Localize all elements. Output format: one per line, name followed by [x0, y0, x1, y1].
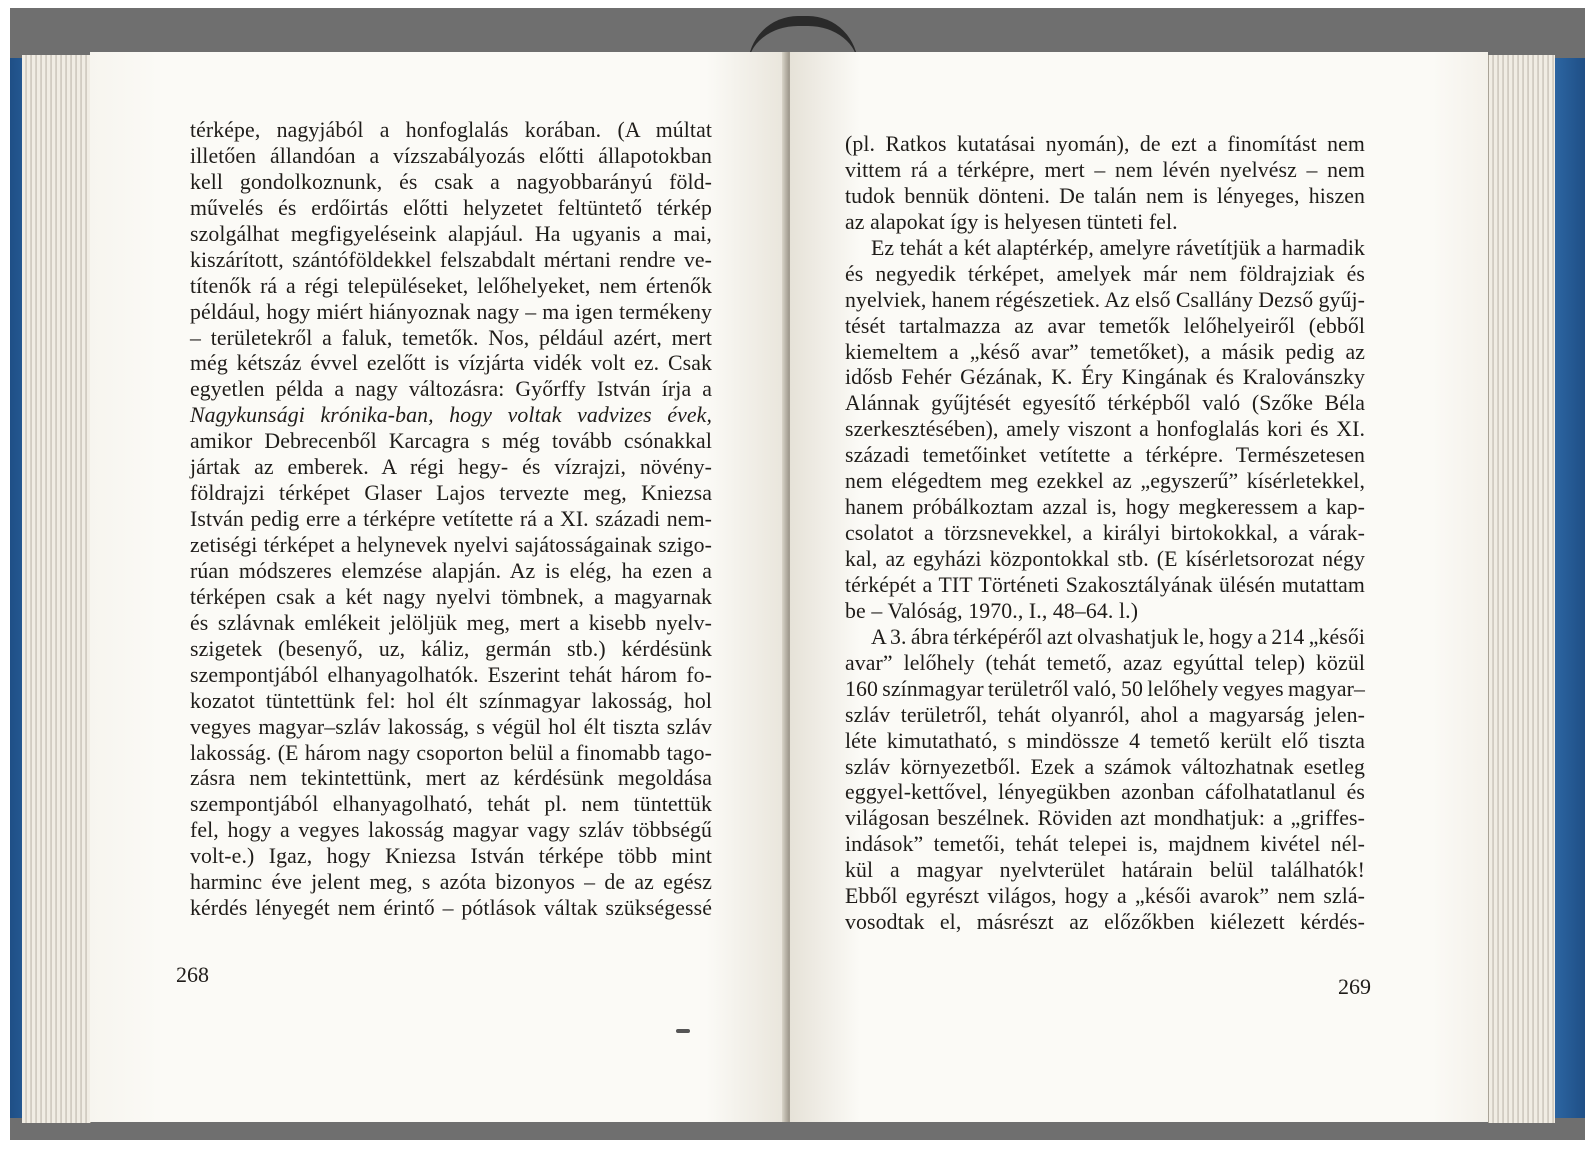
text-line: Nagykunsági krónika-ban, hogy voltak vadvizes évek, [190, 403, 712, 428]
text-line: kiszárított, szántóföldekkel felszabdalt mértani rendre ve- [190, 247, 712, 272]
text-line: amikor Debrecenből Karcagra s még tovább csónakkal [190, 429, 712, 454]
left-page-text [190, 118, 712, 922]
text-line: és szlávnak emlékeit jelöljük meg, mert a kisebb nyelv- [190, 610, 712, 635]
text-line: kül a magyar nyelvterület határain belül találhatók! [845, 858, 1365, 883]
text-line: szempontjából elhanyagolhatók. Eszerint tehát három fo- [190, 662, 712, 687]
text-line: nyelviek, hanem régészetiek. Az első Csallány Dezső gyűj- [845, 287, 1365, 312]
text-line: idősb Fehér Gézának, K. Éry Kingának és Kralovánszky [845, 365, 1365, 390]
text-line: Alánnak gyűjtését egyesítő térképből való (Szőke Béla [845, 391, 1365, 416]
text-line: lakosság. (E három nagy csoporton belül a finomabb tago- [190, 740, 712, 765]
right-page [790, 52, 1488, 1122]
text-line: jártak az emberek. A régi hegy- és vízrajzi, növény- [190, 455, 712, 480]
text-line: tudok bennük dönteni. De talán nem is lényeges, hiszen [845, 183, 1365, 208]
text-line: csolatot a törzsnevekkel, a királyi birtokokkal, a várak- [845, 521, 1365, 546]
text-line: szempontjából elhanyagolható, tehát pl. nem tüntettük [190, 792, 712, 817]
text-line: hanem próbálkoztam azzal is, hogy megkeressem a kap- [845, 495, 1365, 520]
text-line: egyetlen példa a nagy változásra: Győrffy István írja a [190, 377, 712, 402]
text-line: illetően állandóan a vízszabályozás előtti állapotokban [190, 143, 712, 168]
text-line: századi temetőinket vetítette a térképre. Természetesen [845, 443, 1365, 468]
text-line: – területekről a faluk, temetők. Nos, például azért, mert [190, 325, 712, 350]
text-line: szigetek (besenyő, uz, káliz, germán stb.) kérdésünk [190, 636, 712, 661]
text-line: még kétszáz évvel ezelőtt is vízjárta vidék volt ez. Csak [190, 351, 712, 376]
text-line: vegyes magyar–szláv lakosság, s végül hol élt tiszta szláv [190, 714, 712, 739]
text-line: kell gondolkoznunk, és csak a nagyobbarányú föld- [190, 169, 712, 194]
text-line: be – Valóság, 1970., I., 48–64. l.) [845, 598, 1139, 623]
text-line: zásra nem tekintettünk, mert az kérdésünk megoldása [190, 766, 712, 791]
left-page [90, 52, 790, 1122]
text-line: világosan beszélnek. Röviden azt mondhatjuk: a „griffes- [845, 806, 1365, 831]
text-line: tését tartalmazza az avar temetők lelőhelyeiről (ebből [845, 313, 1365, 338]
text-line: volt-e.) Igaz, hogy Kniezsa István térképe több mint [190, 844, 712, 869]
text-line: nem elégedtem meg ezekkel az „egyszerű” kísérletekkel, [845, 469, 1365, 494]
text-line: zetiségi térképet a helynevek nyelvi sajátosságainak szigo- [190, 533, 712, 557]
text-line: térképét a TIT Történeti Szakosztályának ülésén mutattam [845, 572, 1365, 597]
page-edges-right [1488, 55, 1555, 1123]
text-line: kiemeltem a „késő avar” temetőket), a másik pedig az [845, 339, 1365, 364]
text-line: indások” temetői, tehát telepei is, majdnem kivétel nél- [845, 832, 1365, 857]
text-line: István pedig erre a térképre vetítette rá a XI. századi nem- [190, 507, 712, 532]
text-line: földrajzi térképet Glaser Lajos tervezte meg, Kniezsa [190, 481, 712, 506]
text-line: művelés és erdőirtás előtti helyzetet feltüntető térkép [190, 195, 712, 220]
text-line: kal, az egyházi központokkal stb. (E kísérletsorozat négy [845, 547, 1365, 571]
text-line: szláv környezetből. Ezek a számok változhatnak esetleg [845, 754, 1365, 779]
text-line: szláv területről, tehát olyanról, ahol a magyarság jelen- [845, 702, 1365, 727]
text-line: például, hogy miért hiányoznak nagy – ma igen termékeny [190, 299, 712, 324]
page-edges-left [22, 55, 91, 1123]
text-line: szerkesztésében), amely viszont a honfoglalás kori és XI. [845, 417, 1365, 442]
text-line: térképe, nagyjából a honfoglalás korában. (A múltat [190, 118, 712, 142]
text-line: Ez tehát a két alaptérkép, amelyre rávetítjük a harmadik [871, 235, 1365, 260]
text-line: Ebből egyrészt világos, hogy a „késői avarok” nem szlá- [845, 884, 1365, 909]
page-number-left: 268 [176, 962, 209, 987]
text-line: 160 színmagyar területről való, 50 lelőhely vegyes magyar– [845, 676, 1365, 701]
text-line: (pl. Ratkos kutatásai nyomán), de ezt a finomítást nem [845, 132, 1365, 156]
text-line: az alapokat így is helyesen tünteti fel. [845, 209, 1178, 234]
text-line: A 3. ábra térképéről azt olvashatjuk le, hogy a 214 „késői [871, 624, 1365, 649]
text-line: szolgálhat megfigyeléseink alapjául. Ha ugyanis a mai, [190, 221, 712, 246]
text-line: fel, hogy a vegyes lakosság magyar vagy szláv többségű [190, 818, 712, 843]
text-line: kozatot tüntettünk fel: hol élt színmagyar lakosság, hol [190, 688, 712, 713]
text-line: térképen csak a két nagy nyelvi tömbnek, a magyarnak [190, 584, 712, 609]
text-line: és negyedik térképet, amelyek már nem földrajziak és [845, 261, 1365, 286]
text-line: kérdés lényegét nem érintő – pótlások váltak szükségessé [190, 896, 712, 921]
right-page-text [845, 132, 1365, 936]
text-line: vosodtak el, másrészt az előzőkben kiélezett kérdés- [845, 910, 1365, 935]
text-line: léte kimutatható, s mindössze 4 temető került elő tiszta [845, 728, 1365, 753]
text-line: vittem rá a térképre, mert – nem lévén nyelvész – nem [845, 157, 1365, 182]
text-line: harminc éve jelent meg, s azóta bizonyos – de az egész [190, 870, 712, 895]
text-line: avar” lelőhely (tehát temető, azaz egyúttal telep) közül [845, 650, 1365, 675]
page-number-right: 269 [1338, 974, 1371, 999]
text-line: rúan módszeres elemzése alapján. Az is elég, ha ezen a [190, 558, 712, 583]
scan-speck [676, 1029, 690, 1033]
text-line: eggyel-kettővel, lényegükben azonban cáfolhatatlanul és [845, 780, 1365, 805]
text-line: títenők rá a régi településeket, lelőhelyeket, nem értenők [190, 273, 712, 298]
